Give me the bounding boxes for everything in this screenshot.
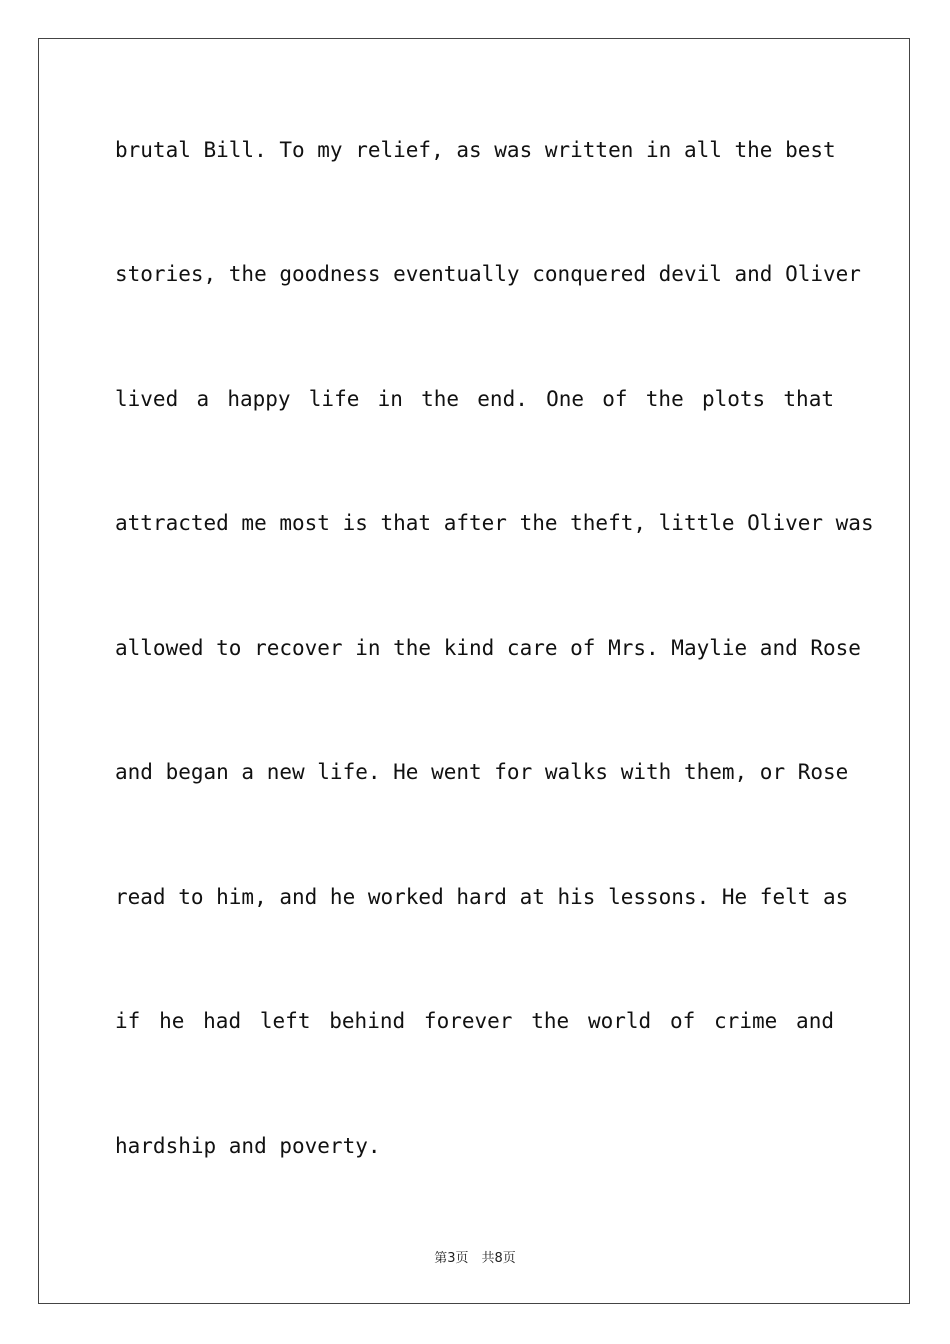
text-line: brutal Bill. To my relief, as was written in all the best [115,138,836,162]
text-line: allowed to recover in the kind care of Mrs. Maylie and Rose [115,636,861,660]
text-line: if he had left behind forever the world of crime and [115,1009,834,1033]
page-border [38,38,910,1304]
text-line: lived a happy life in the end. One of the plots that [115,387,834,411]
text-line: read to him, and he worked hard at his lessons. He felt as [115,885,849,909]
text-line: and began a new life. He went for walks with them, or Rose [115,760,849,784]
text-line: stories, the goodness eventually conquered devil and Oliver [115,262,861,286]
text-line: attracted me most is that after the theft, little Oliver was [115,511,874,535]
text-line: hardship and poverty. [115,1134,381,1158]
page-number: 第3页 共8页 [434,1251,516,1266]
